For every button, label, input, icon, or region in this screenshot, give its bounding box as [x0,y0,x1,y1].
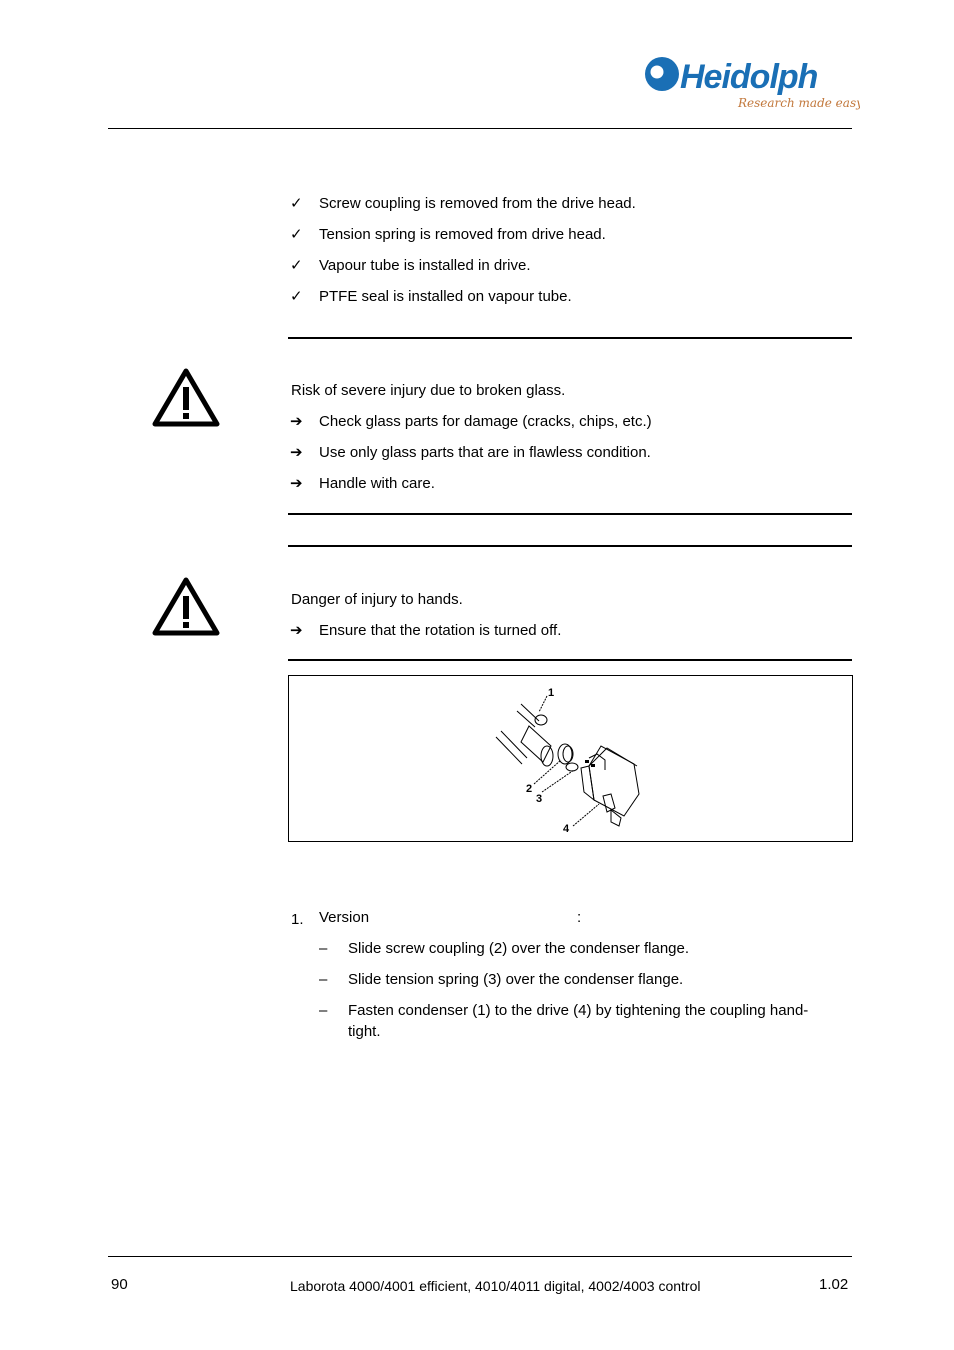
svg-text:Heidolph: Heidolph [680,58,818,96]
check-icon: ✓ [290,226,303,243]
footer-title: Laborota 4000/4001 efficient, 4010/4011 digital, 4002/4003 control [290,1278,701,1294]
action-item: Use only glass parts that are in flawless condition. [319,444,651,461]
substep-item: Fasten condenser (1) to the drive (4) by tightening the coupling hand- [348,1002,809,1019]
figure-label: 2 [526,783,533,795]
heidolph-logo [640,52,860,114]
warning-bottom-rule [288,659,852,661]
arrow-icon: ➔ [290,444,303,461]
check-icon: ✓ [290,257,303,274]
warning-text: Danger of injury to hands. [291,591,463,608]
figure-label: 1 [548,687,555,699]
warning-top-rule [288,545,852,547]
arrow-icon: ➔ [290,622,303,639]
step-version-colon: : [577,909,582,926]
header-rule [108,128,852,129]
action-item: Ensure that the rotation is turned off. [319,622,562,639]
warning-triangle-icon [152,367,220,427]
step-number: 1. [291,911,304,928]
dash-bullet: – [319,971,328,988]
action-item: Handle with care. [319,475,435,492]
figure-label: 3 [536,793,543,805]
step-version-label: Version [319,909,370,926]
list-item: Tension spring is removed from drive head. [319,226,606,243]
warning-text: Risk of severe injury due to broken glass. [291,382,566,399]
action-item: Check glass parts for damage (cracks, chips, etc.) [319,413,652,430]
figure-label: 4 [563,823,570,835]
warning-top-rule [288,337,852,339]
arrow-icon: ➔ [290,475,303,492]
check-icon: ✓ [290,195,303,212]
list-item: PTFE seal is installed on vapour tube. [319,288,572,305]
list-item: Screw coupling is removed from the drive head. [319,195,636,212]
arrow-icon: ➔ [290,413,303,430]
footer-rule [108,1256,852,1257]
substep-item: Slide screw coupling (2) over the condenser flange. [348,940,690,957]
condenser-assembly-drawing [289,676,852,841]
dash-bullet: – [319,1002,328,1019]
dash-bullet: – [319,940,328,957]
check-icon: ✓ [290,288,303,305]
substep-item-continued: tight. [348,1023,381,1040]
page-number: 90 [111,1276,128,1293]
list-item: Vapour tube is installed in drive. [319,257,531,274]
substep-item: Slide tension spring (3) over the condenser flange. [348,971,684,988]
svg-text:Research made easy: Research made easy [738,96,860,110]
document-version: 1.02 [819,1276,849,1293]
warning-bottom-rule [288,513,852,515]
warning-triangle-icon [152,576,220,636]
figure-box [288,675,853,842]
